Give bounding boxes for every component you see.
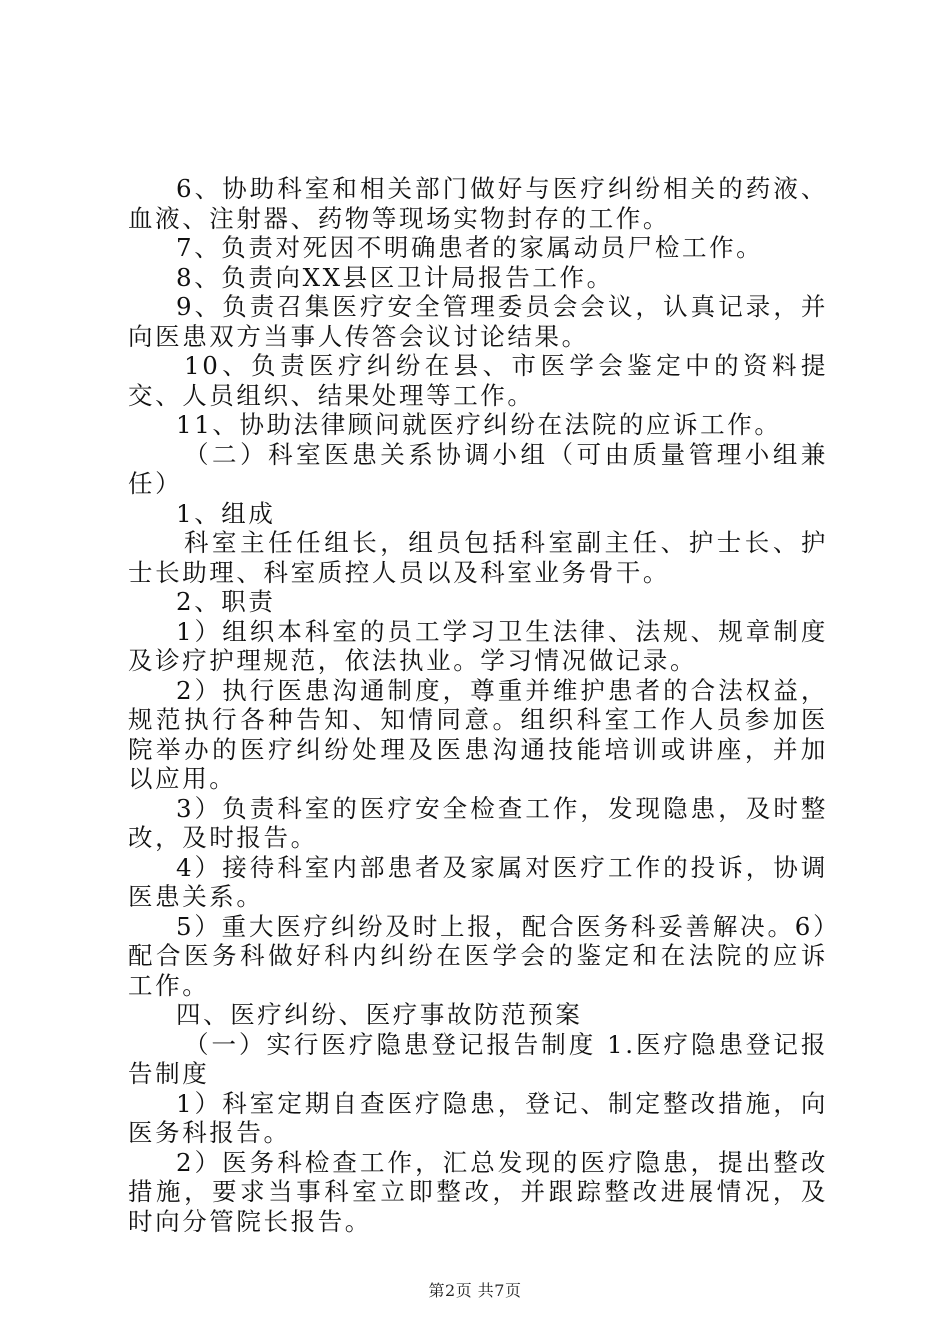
subheading-duties: 2、职责: [176, 587, 276, 616]
hazard-item-1: 1）科室定期自查医疗隐患，登记、制定整改措施，向医务科报告。: [128, 1088, 828, 1147]
paragraph-composition: 科室主任任组长，组员包括科室副主任、护士长、护士长助理、科室质控人员以及科室业务骨干。: [128, 528, 828, 587]
subheading-composition: 1、组成: [176, 498, 276, 528]
section-heading-prevention-plan: 四、医疗纠纷、医疗事故防范预案: [176, 1000, 583, 1029]
section-heading-coordination-group: （二）科室医患关系协调小组（可由质量管理小组兼任）: [128, 439, 828, 498]
paragraph-item-11: 11、协助法律顾问就医疗纠纷在法院的应诉工作。: [176, 410, 782, 439]
paragraph-item-9: 9、负责召集医疗安全管理委员会会议，认真记录，并向医患双方当事人传答会议讨论结果。: [128, 292, 828, 351]
duty-item-2: 2）执行医患沟通制度，尊重并维护患者的合法权益，规范执行各种告知、知情同意。组织科室工作人员参加医院举办的医疗纠纷处理及医患沟通技能培训或讲座，并加以应用。: [128, 675, 828, 793]
duty-item-4: 4）接待科室内部患者及家属对医疗工作的投诉，协调医患关系。: [128, 852, 828, 911]
hazard-item-2: 2）医务科检查工作，汇总发现的医疗隐患，提出整改措施，要求当事科室立即整改，并跟踪整改进展情况，及时向分管院长报告。: [128, 1147, 828, 1236]
duty-item-5-6: 5）重大医疗纠纷及时上报，配合医务科妥善解决。6）配合医务科做好科内纠纷在医学会的鉴定和在法院的应诉工作。: [128, 911, 828, 1000]
paragraph-item-7: 7、负责对死因不明确患者的家属动员尸检工作。: [176, 233, 764, 262]
document-body: [128, 174, 828, 1236]
duty-item-1: 1）组织本科室的员工学习卫生法律、法规、规章制度及诊疗护理规范，依法执业。学习情况做记录。: [128, 616, 828, 675]
paragraph-item-10: 10、负责医疗纠纷在县、市医学会鉴定中的资料提交、人员组织、结果处理等工作。: [128, 351, 828, 410]
duty-item-3: 3）负责科室的医疗安全检查工作，发现隐患，及时整改，及时报告。: [128, 793, 828, 852]
paragraph-item-8: 8、负责向XX县区卫计局报告工作。: [176, 262, 614, 292]
subsection-heading-hazard-reporting: （一）实行医疗隐患登记报告制度 1.医疗隐患登记报告制度: [128, 1029, 828, 1088]
page-number-footer: 第2页 共7页: [428, 1281, 522, 1300]
paragraph-item-6: 6、协助科室和相关部门做好与医疗纠纷相关的药液、血液、注射器、药物等现场实物封存的工作。: [128, 174, 828, 233]
